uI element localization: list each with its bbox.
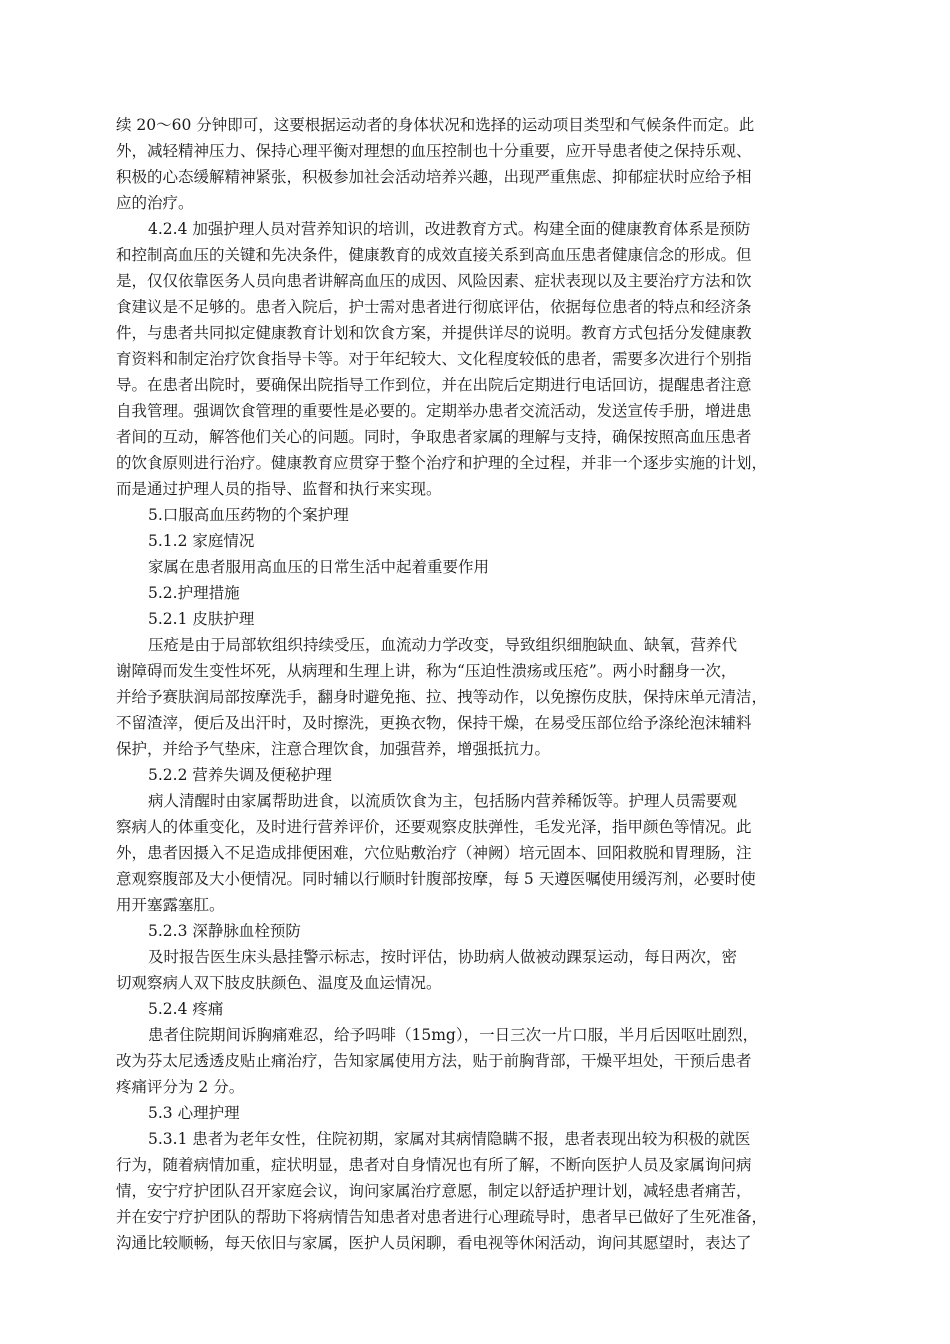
section-heading-5-2: 5.2.护理措施 <box>148 584 240 602</box>
text-line: 察病人的体重变化，及时进行营养评价，还要观察皮肤弹性，毛发光泽，指甲颜色等情况。此 <box>116 818 752 836</box>
paragraph-4-2-4 <box>116 216 836 502</box>
paragraph-5-2-2 <box>116 788 836 918</box>
paragraph-5-3-1 <box>116 1126 836 1256</box>
text-line: 外，患者因摄入不足造成排便困难，穴位贴敷治疗（神阙）培元固本、回阳救脱和胃理肠，注 <box>116 844 752 862</box>
text-line: 自我管理。强调饮食管理的重要性是必要的。定期举办患者交流活动，发送宣传手册，增进患 <box>116 402 752 420</box>
text-line: 并给予赛肤润局部按摩洗手，翻身时避免拖、拉、拽等动作，以免擦伤皮肤，保持床单元清洁， <box>116 688 768 706</box>
paragraph-5-2-1 <box>116 632 836 762</box>
text-line: 导。在患者出院时，要确保出院指导工作到位，并在出院后定期进行电话回访，提醒患者注意 <box>116 376 752 394</box>
text-line: 和控制高血压的关键和先决条件，健康教育的成效直接关系到高血压患者健康信念的形成。但 <box>116 246 752 264</box>
text-line: 不留渣滓，便后及出汗时，及时擦洗，更换衣物，保持干燥，在易受压部位给予涤纶泡沫辅料 <box>116 714 752 732</box>
text-line: 的饮食原则进行治疗。健康教育应贯穿于整个治疗和护理的全过程，并非一个逐步实施的计划， <box>116 454 768 472</box>
section-heading-5-2-3: 5.2.3 深静脉血栓预防 <box>148 922 301 940</box>
document-page <box>116 112 836 1256</box>
section-heading-5-1-2: 5.1.2 家庭情况 <box>148 532 255 550</box>
paragraph-5-2-3 <box>116 944 836 996</box>
text-line: 情，安宁疗护团队召开家庭会议，询问家属治疗意愿，制定以舒适护理计划，减轻患者痛苦， <box>116 1182 752 1200</box>
text-line: 保护，并给予气垫床，注意合理饮食，加强营养，增强抵抗力。 <box>116 740 551 758</box>
paragraph-5-2-4 <box>116 1022 836 1100</box>
section-heading-5: 5.口服高血压药物的个案护理 <box>148 506 349 524</box>
text-line: 用开塞露塞肛。 <box>116 896 225 914</box>
section-heading-5-2-1: 5.2.1 皮肤护理 <box>148 610 255 628</box>
text-line: 5.3.1 患者为老年女性，住院初期，家属对其病情隐瞒不报，患者表现出较为积极的就医 <box>148 1130 751 1148</box>
text-line: 及时报告医生床头悬挂警示标志，按时评估，协助病人做被动踝泵运动，每日两次，密 <box>148 948 738 966</box>
text-line: 应的治疗。 <box>116 194 194 212</box>
text-line: 行为，随着病情加重，症状明显，患者对自身情况也有所了解，不断向医护人员及家属询问病 <box>116 1156 752 1174</box>
section-heading-5-3: 5.3 心理护理 <box>148 1104 240 1122</box>
text-line: 切观察病人双下肢皮肤颜色、温度及血运情况。 <box>116 974 442 992</box>
text-line: 改为芬太尼透透皮贴止痛治疗，告知家属使用方法，贴于前胸背部，干燥平坦处，干预后患者 <box>116 1052 752 1070</box>
text-line: 而是通过护理人员的指导、监督和执行来实现。 <box>116 480 442 498</box>
text-line: 意观察腹部及大小便情况。同时辅以行顺时针腹部按摩，每 5 天遵医嘱使用缓泻剂，必要时使 <box>116 870 756 888</box>
text-line: 病人清醒时由家属帮助进食，以流质饮食为主，包括肠内营养稀饭等。护理人员需要观 <box>148 792 738 810</box>
text-line: 育资料和制定治疗饮食指导卡等。对于年纪较大、文化程度较低的患者，需要多次进行个别指 <box>116 350 752 368</box>
text-line: 件，与患者共同拟定健康教育计划和饮食方案，并提供详尽的说明。教育方式包括分发健康教 <box>116 324 752 342</box>
text-line: 是，仅仅依靠医务人员向患者讲解高血压的成因、风险因素、症状表现以及主要治疗方法和饮 <box>116 272 752 290</box>
text-line: 并在安宁疗护团队的帮助下将病情告知患者对患者进行心理疏导时，患者早已做好了生死准备， <box>116 1208 768 1226</box>
text-line: 续 20～60 分钟即可，这要根据运动者的身体状况和选择的运动项目类型和气候条件而定。此 <box>116 116 755 134</box>
text-line: 谢障碍而发生变性坏死，从病理和生理上讲，称为“压迫性溃疡或压疮”。两小时翻身一次， <box>116 662 737 680</box>
text-line: 患者住院期间诉胸痛难忍，给予吗啡（15mg），一日三次一片口服，半月后因呕吐剧烈， <box>148 1026 759 1044</box>
section-heading-5-2-2: 5.2.2 营养失调及便秘护理 <box>148 766 332 784</box>
text-line: 外，减轻精神压力、保持心理平衡对理想的血压控制也十分重要，应开导患者使之保持乐观、 <box>116 142 752 160</box>
section-heading-5-2-4: 5.2.4 疼痛 <box>148 1000 224 1018</box>
text-line: 者间的互动，解答他们关心的问题。同时，争取患者家属的理解与支持，确保按照高血压患者 <box>116 428 752 446</box>
text-line: 4.2.4 加强护理人员对营养知识的培训，改进教育方式。构建全面的健康教育体系是预防 <box>148 220 751 238</box>
paragraph-exercise-continued <box>116 112 836 216</box>
paragraph-5-1-2: 家属在患者服用高血压的日常生活中起着重要作用 <box>148 558 490 576</box>
text-line: 食建议是不足够的。患者入院后，护士需对患者进行彻底评估，依据每位患者的特点和经济条 <box>116 298 752 316</box>
text-line: 压疮是由于局部软组织持续受压，血流动力学改变，导致组织细胞缺血、缺氧，营养代 <box>148 636 738 654</box>
text-line: 积极的心态缓解精神紧张，积极参加社会活动培养兴趣，出现严重焦虑、抑郁症状时应给予相 <box>116 168 752 186</box>
text-line: 沟通比较顺畅，每天依旧与家属，医护人员闲聊，看电视等休闲活动，询问其愿望时，表达了 <box>116 1234 752 1252</box>
text-line: 疼痛评分为 2 分。 <box>116 1078 245 1096</box>
